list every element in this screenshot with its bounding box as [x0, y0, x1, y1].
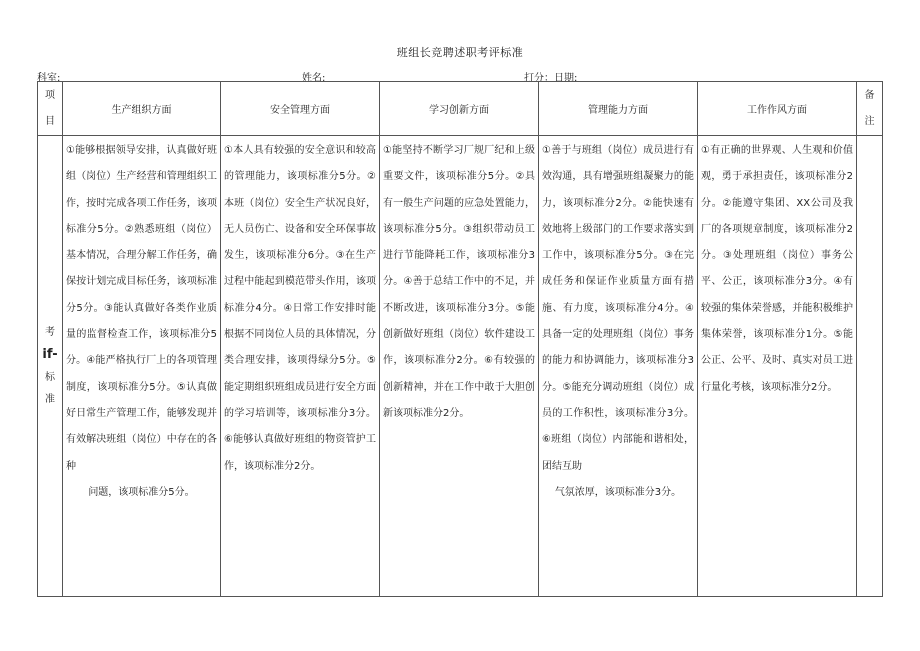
- name-label: 姓名:: [302, 73, 326, 84]
- cell-safety: ①本人具有较强的安全意识和较高的管理能力，该项标准分5分。②本班（岗位）安全生产状况良好，无人员伤亡、设备和安全环保事故发生，该项标准分6分。③在生产过程中能起到模范带头作用，该项标准分4分。④日常工作安排时能根据不同岗位人员的具体情况，分类合理安排，该项得绿分5分。⑤能定期组织班组成员进行安全方面的学习培训等，该项标准分3分。⑥能够认真做好班组的物资管护工作，该项标准分2分。: [221, 136, 380, 597]
- page-title: 班组长竞聘述职考评标准: [396, 46, 524, 59]
- header-production: 生产组织方面: [63, 82, 221, 136]
- header-learning: 学习创新方面: [380, 82, 539, 136]
- header-management: 管理能力方面: [539, 82, 698, 136]
- evaluation-table: [37, 81, 883, 597]
- cell-style: ①有正确的世界观、人生观和价值观，勇于承担责任，该项标准分2分。②能遵守集团、XX公司及我厂的各项规章制度，该项标准分2分。③处理班组（岗位）事务公平、公正，该项标准分3分。④有较强的集体荣誉感，并能积极维护集体荣誉，该项标准分1分。⑤能公正、公平、及时、真实对员工进行量化考核，该项标准分2分。: [698, 136, 857, 597]
- department-label: 科室:: [37, 73, 61, 84]
- row-label-criteria: 考 if-标 准: [38, 136, 63, 597]
- cell-management: ①善于与班组（岗位）成员进行有效沟通，具有增强班组凝聚力的能力，该项标准分2分。②能快速有效地将上级部门的工作要求落实到工作中，该项标准分5分。③在完成任务和保证作业质量方面有措施、有力度，该项标准分4分。④具备一定的处理班组（岗位）事务的能力和协调能力，该项标准分3分。⑤能充分调动班组（岗位）成员的工作积性，该项标准分3分。⑥班组（岗位）内部能和谐相处，团结互助 气氛浓厚，该项标准分3分。: [539, 136, 698, 597]
- cell-learning: ①能坚持不断学习厂规厂纪和上级重要文件，该项标准分5分。②具有一般生产问题的应急处置能力，该项标准分5分。③组织带动员工进行节能降耗工作，该项标准分3分。④善于总结工作中的不足，并不断改进，该项标准分3分。⑤能创新做好班组（岗位）软件建设工作，该项标准分2分。⑥有较强的创新精神，并在工作中敢于大胆创新该项标准分2分。: [380, 136, 539, 597]
- header-row: [38, 82, 883, 136]
- score-date-label: 打分：日期:: [524, 73, 578, 84]
- header-remark: 备 注: [857, 82, 883, 136]
- cell-production: ①能够根据领导安排，认真做好班组（岗位）生产经营和管理组织工作，按时完成各项工作任务，该项标准分5分。②熟悉班组（岗位）基本情况，合理分解工作任务，确保按计划完成目标任务，该项标准分5分。③能认真做好各类作业质量的监督检查工作，该项标准分5分。④能严格执行厂上的各项管理制度，该项标准分5分。⑤认真做好日常生产管理工作，能够发现并有效解决班组（岗位）中存在的各种 问题，该项标准分5分。: [63, 136, 221, 597]
- header-item: 项 目: [38, 82, 63, 136]
- header-safety: 安全管理方面: [221, 82, 380, 136]
- criteria-row: [38, 136, 883, 597]
- header-style: 工作作风方面: [698, 82, 857, 136]
- cell-remark[interactable]: [857, 136, 883, 597]
